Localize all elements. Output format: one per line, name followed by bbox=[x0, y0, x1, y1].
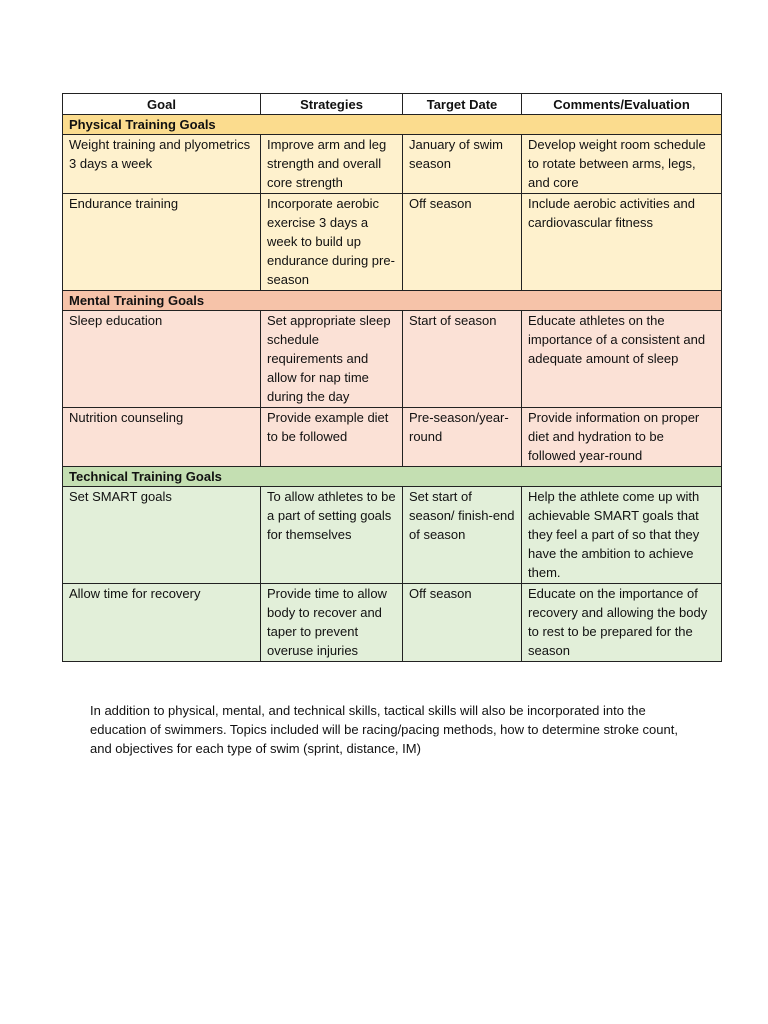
section-header-mental bbox=[63, 291, 722, 311]
strategy-cell: To allow athletes to be a part of setting goals for themselves bbox=[261, 487, 403, 584]
target-date-cell: January of swim season bbox=[403, 135, 522, 194]
table-row bbox=[63, 311, 722, 408]
table-header-row bbox=[63, 94, 722, 115]
table-row bbox=[63, 408, 722, 467]
strategy-cell: Improve arm and leg strength and overall core strength bbox=[261, 135, 403, 194]
goal-cell: Sleep education bbox=[63, 311, 261, 408]
header-strategies: Strategies bbox=[261, 94, 403, 115]
table-row bbox=[63, 135, 722, 194]
target-date-cell: Pre-season/year-round bbox=[403, 408, 522, 467]
comments-cell: Educate athletes on the importance of a consistent and adequate amount of sleep bbox=[522, 311, 722, 408]
tactical-skills-paragraph: In addition to physical, mental, and technical skills, tactical skills will also be incorporated into the education of swimmers. Topics included will be racing/pacing methods, how to determine stroke count, and objectives for each type of swim (sprint, distance, IM) bbox=[90, 703, 678, 756]
goal-cell: Nutrition counseling bbox=[63, 408, 261, 467]
comments-cell: Develop weight room schedule to rotate between arms, legs, and core bbox=[522, 135, 722, 194]
header-target-date: Target Date bbox=[403, 94, 522, 115]
section-title-mental: Mental Training Goals bbox=[63, 291, 722, 311]
training-goals-table bbox=[62, 93, 722, 662]
target-date-cell: Off season bbox=[403, 584, 522, 662]
table-row bbox=[63, 584, 722, 662]
target-date-cell: Set start of season/ finish-end of season bbox=[403, 487, 522, 584]
strategy-cell: Set appropriate sleep schedule requirements and allow for nap time during the day bbox=[261, 311, 403, 408]
header-goal: Goal bbox=[63, 94, 261, 115]
goal-cell: Allow time for recovery bbox=[63, 584, 261, 662]
comments-cell: Include aerobic activities and cardiovascular fitness bbox=[522, 194, 722, 291]
comments-cell: Provide information on proper diet and hydration to be followed year-round bbox=[522, 408, 722, 467]
header-comments-evaluation: Comments/Evaluation bbox=[522, 94, 722, 115]
target-date-cell: Start of season bbox=[403, 311, 522, 408]
strategy-cell: Provide example diet to be followed bbox=[261, 408, 403, 467]
goal-cell: Weight training and plyometrics 3 days a week bbox=[63, 135, 261, 194]
section-title-technical: Technical Training Goals bbox=[63, 467, 722, 487]
goal-cell: Set SMART goals bbox=[63, 487, 261, 584]
strategy-cell: Provide time to allow body to recover and taper to prevent overuse injuries bbox=[261, 584, 403, 662]
section-header-technical bbox=[63, 467, 722, 487]
comments-cell: Help the athlete come up with achievable SMART goals that they feel a part of so that they have the ambition to achieve them. bbox=[522, 487, 722, 584]
comments-cell: Educate on the importance of recovery and allowing the body to rest to be prepared for the season bbox=[522, 584, 722, 662]
goal-cell: Endurance training bbox=[63, 194, 261, 291]
section-title-physical: Physical Training Goals bbox=[63, 115, 722, 135]
table-row bbox=[63, 194, 722, 291]
target-date-cell: Off season bbox=[403, 194, 522, 291]
section-header-physical bbox=[63, 115, 722, 135]
strategy-cell: Incorporate aerobic exercise 3 days a week to build up endurance during pre-season bbox=[261, 194, 403, 291]
table-row bbox=[63, 487, 722, 584]
